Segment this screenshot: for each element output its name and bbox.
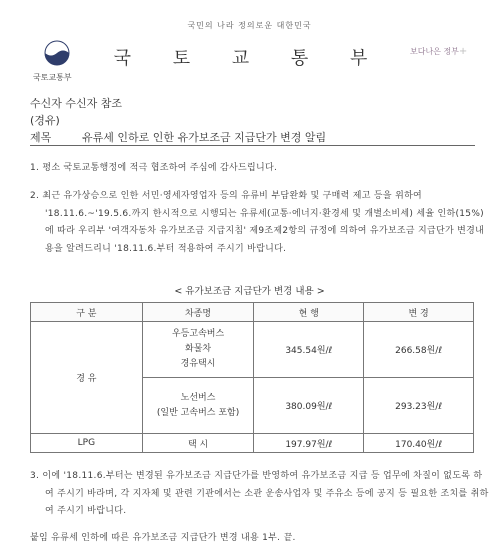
vehicle-cell — [142, 322, 254, 378]
attachment-line: 붙임 유류세 인하에 따른 유가보조금 지급단가 변경 내용 1부. 끝. — [30, 533, 296, 543]
current-price-cell: 197.97원/ℓ — [254, 434, 364, 453]
table-header-row — [31, 303, 474, 322]
vehicle-name: 노선버스 — [180, 392, 216, 403]
table-row — [31, 434, 474, 453]
subject-label: 제목 — [30, 131, 52, 144]
current-price-cell: 380.09원/ℓ — [254, 378, 364, 434]
via-line: (경유) — [30, 114, 60, 127]
paragraph-1: 1. 평소 국토교통행정에 적극 협조하여 주심에 감사드립니다. — [30, 163, 278, 173]
paragraph-2: 2. 최근 유가상승으로 인한 서민·영세자영업자 등의 유류비 부담완화 및 구매력 제고 등을 위하여 '18.11.6.~'19.5.6.까지 한시적으로 시행되는 유류세(교통·에너지·환경세 및 개별소비세) 세율 인하(15%)에 따라 우리부 '여객자동차 유가보조금 지급지침' 제9조제2항의 규정에 의하여 유가보조금 지급단가 변경내용을 알려드리니 '18.11.6.부터 적용하여 주시기 바랍니다. — [30, 191, 485, 254]
vehicle-name: 경유택시 — [180, 359, 216, 369]
col-header-current: 현 행 — [254, 303, 364, 322]
government-logo-text: 보다나은 정부 — [410, 47, 459, 56]
vehicle-cell: 택 시 — [142, 434, 254, 453]
plus-icon: + — [458, 46, 468, 57]
header-slogan: 국민의 나라 정의로운 대한민국 — [187, 21, 312, 30]
vehicle-name: (일반 고속버스 포함) — [156, 407, 240, 418]
divider — [30, 145, 475, 146]
fuel-cell-diesel: 경 유 — [31, 322, 143, 434]
changed-price-cell: 293.23원/ℓ — [364, 378, 474, 434]
col-header-vehicle: 차종명 — [142, 303, 254, 322]
current-price-cell: 345.54원/ℓ — [254, 322, 364, 378]
government-logo — [410, 46, 467, 57]
changed-price-cell: 170.40원/ℓ — [364, 434, 474, 453]
subject-line — [30, 129, 326, 145]
col-header-category: 구 분 — [31, 303, 143, 322]
subsidy-table — [30, 302, 474, 453]
paragraph-3: 3. 이에 '18.11.6.부터는 변경된 유가보조금 지급단가를 반영하여 유가보조금 지급 등 업무에 차질이 없도록 하여 주시기 바라며, 각 지자체 및 관련 기관에서는 소관 운송사업자 및 주유소 등에 공지 등 필요한 조치를 취하여 주시기 바랍니다. — [30, 471, 489, 516]
recipient-line: 수신자 수신자 참조 — [30, 97, 123, 110]
subject-text: 유류세 인하로 인한 유가보조금 지급단가 변경 알림 — [82, 131, 327, 144]
table-title: < 유가보조금 지급단가 변경 내용 > — [174, 286, 325, 297]
vehicle-cell — [142, 378, 254, 434]
fuel-cell-lpg: LPG — [31, 434, 143, 453]
emblem-label: 국토교통부 — [33, 73, 72, 82]
vehicle-name: 화물차 — [185, 344, 212, 354]
changed-price-cell: 266.58원/ℓ — [364, 322, 474, 378]
vehicle-name: 우등고속버스 — [171, 329, 225, 339]
table-row — [31, 322, 474, 378]
col-header-changed: 변 경 — [364, 303, 474, 322]
ministry-title: 국 토 교 통 부 — [113, 48, 386, 69]
